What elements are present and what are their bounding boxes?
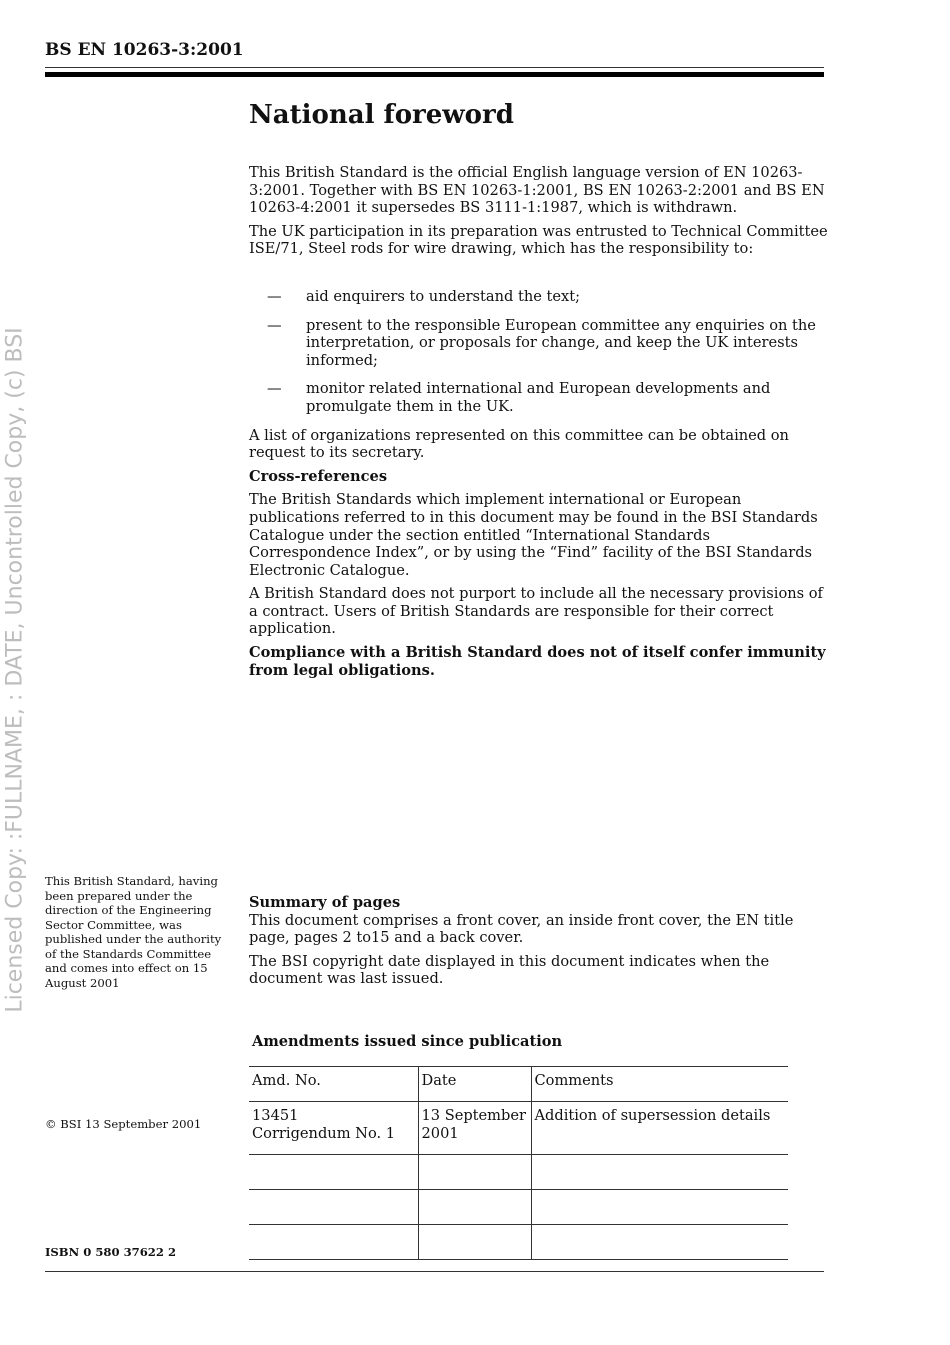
dash-bullet: — [267,380,282,398]
cross-references-heading: Cross-references [249,467,388,485]
summary-paragraph-2: The BSI copyright date displayed in this document indicates when the document was last issued. [249,952,770,988]
document-id: BS EN 10263-3:2001 [45,40,244,60]
date-cell [418,1155,531,1190]
column-header-date: Date [418,1067,531,1102]
summary-of-pages [249,894,829,994]
copyright-notice: © BSI 13 September 2001 [45,1117,202,1131]
summary-paragraph-1: This document comprises a front cover, an inside front cover, the EN title page, pages 2 to15 and a back cover. [249,911,794,947]
footer-rule [45,1271,824,1272]
foreword-body [249,164,829,685]
amendments-table [249,1066,788,1260]
list-item-text: present to the responsible European committee any enquiries on the interpretation, or proposals for change, and keep the UK interests informed; [306,316,816,369]
table-row [249,1190,788,1225]
table-header-row [249,1067,788,1102]
preparation-note: This British Standard, having been prepared under the direction of the Engineering Sector Committee, was published under the authority of the Standards Committee and comes into effect on 15 August 2001 [45,874,222,990]
amd-no-cell [249,1155,418,1190]
list-item [249,288,829,306]
table-row [249,1102,788,1155]
intro-paragraph-1: This British Standard is the official English language version of EN 10263-3:2001. Together with BS EN 10263-1:2001, BS EN 10263-2:2001 and BS EN 10263-4:2001 it supersedes BS 3111-1:1987, which is withdrawn. [249,164,825,217]
header-rule-thick [45,72,824,77]
amd-no-cell [249,1225,418,1260]
list-item [249,380,829,415]
column-header-amd-no: Amd. No. [249,1067,418,1102]
amendments-title: Amendments issued since publication [252,1033,563,1050]
dash-bullet: — [267,316,282,334]
responsibility-list [249,288,829,416]
comments-cell: Addition of supersession details [531,1102,788,1155]
header-rule-thin [45,67,824,68]
cross-references-paragraph-2: A British Standard does not purport to include all the necessary provisions of a contract. Users of British Standards are responsible for their correct application. [249,585,823,638]
page-title: National foreword [249,100,514,130]
date-cell: 13 September 2001 [418,1102,531,1155]
comments-cell [531,1225,788,1260]
committee-list-paragraph: A list of organizations represented on this committee can be obtained on request to its secretary. [249,426,789,462]
list-item-text: monitor related international and European developments and promulgate them in the UK. [306,380,771,415]
list-item-text: aid enquirers to understand the text; [306,287,581,305]
license-watermark: Licensed Copy: :FULLNAME, : DATE, Uncontrolled Copy, (c) BSI [2,327,28,1013]
table-row [249,1225,788,1260]
summary-heading: Summary of pages [249,894,401,911]
compliance-statement: Compliance with a British Standard does not of itself confer immunity from legal obligations. [249,644,826,679]
comments-cell [531,1155,788,1190]
dash-bullet: — [267,287,282,305]
date-cell [418,1190,531,1225]
amd-no-cell: 13451 Corrigendum No. 1 [249,1102,418,1155]
isbn: ISBN 0 580 37622 2 [45,1245,177,1259]
comments-cell [531,1190,788,1225]
cross-references-paragraph-1: The British Standards which implement international or European publications referred to in this document may be found in the BSI Standards Catalogue under the section entitled “International Standards Correspondence Index”, or by using the “Find” facility of the BSI Standards Electronic Catalogue. [249,491,818,579]
amd-no-cell [249,1190,418,1225]
intro-paragraph-2: The UK participation in its preparation was entrusted to Technical Committee ISE/71, Steel rods for wire drawing, which has the responsibility to: [249,222,828,258]
table-row [249,1155,788,1190]
date-cell [418,1225,531,1260]
list-item [249,317,829,370]
column-header-comments: Comments [531,1067,788,1102]
